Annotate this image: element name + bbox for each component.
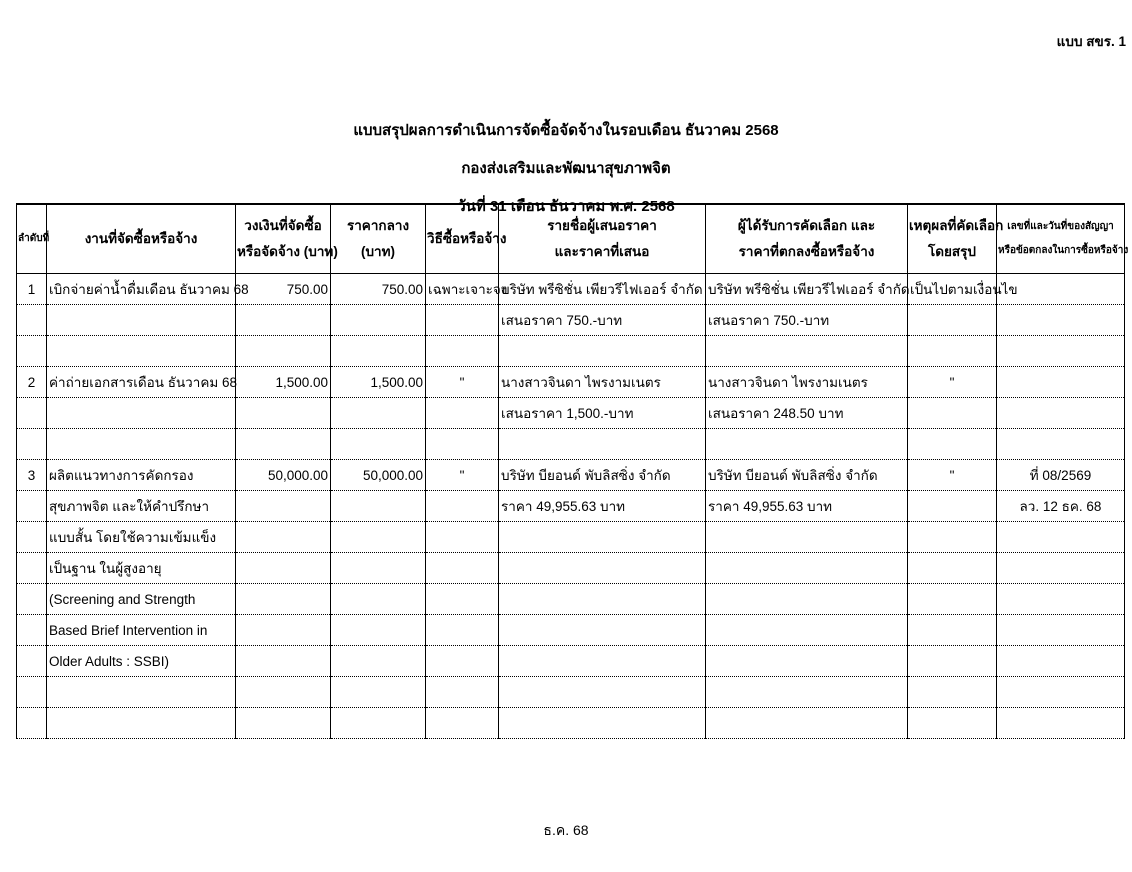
table-cell: [499, 429, 706, 460]
table-cell: [499, 615, 706, 646]
table-cell: ลว. 12 ธค. 68: [997, 491, 1125, 522]
table-cell: [426, 615, 499, 646]
table-cell: [17, 584, 47, 615]
table-row: [17, 677, 1125, 708]
table-cell: Based Brief Intervention in: [47, 615, 236, 646]
table-cell: [997, 429, 1125, 460]
header-text: ราคาที่ตกลงซื้อหรือจ้าง: [738, 244, 875, 259]
table-cell: ผลิตแนวทางการคัดกรอง: [47, 460, 236, 491]
header-seq-no: [17, 204, 50, 274]
table-cell: เสนอราคา 750.-บาท: [499, 305, 706, 336]
header-budget-amount: [236, 204, 338, 274]
document-title: แบบสรุปผลการดำเนินการจัดซื้อจัดจ้างในรอบเดือน ธันวาคม 2568: [353, 122, 779, 139]
page-footer-label: ธ.ค. 68: [543, 822, 589, 838]
table-row: [17, 398, 1125, 429]
table-cell: [908, 491, 997, 522]
table-cell: เสนอราคา 750.-บาท: [706, 305, 908, 336]
table-cell: [426, 398, 499, 429]
table-cell: [47, 336, 236, 367]
table-cell: ": [908, 460, 997, 491]
table-cell: เสนอราคา 1,500.-บาท: [499, 398, 706, 429]
header-text: วิธีซื้อหรือจ้าง: [427, 231, 507, 246]
table-cell: [908, 522, 997, 553]
table-cell: [997, 708, 1125, 739]
table-cell: [331, 491, 426, 522]
table-cell: [331, 305, 426, 336]
procurement-summary-table: [16, 203, 1129, 739]
table-cell: [331, 646, 426, 677]
table-cell: แบบสั้น โดยใช้ความเข้มแข็ง: [47, 522, 236, 553]
header-text: โดยสรุป: [928, 244, 976, 259]
table-cell: Older Adults : SSBI): [47, 646, 236, 677]
table-cell: [236, 336, 331, 367]
table-cell: เป็นไปตามเงื่อนไข: [908, 274, 997, 305]
table-cell: ราคา 49,955.63 บาท: [499, 491, 706, 522]
table-cell: [17, 429, 47, 460]
table-cell: [426, 491, 499, 522]
table-cell: [17, 615, 47, 646]
header-text: วงเงินที่จัดซื้อ: [244, 218, 322, 233]
table-cell: [331, 429, 426, 460]
table-cell: [236, 429, 331, 460]
table-row: [17, 584, 1125, 615]
table-cell: [236, 646, 331, 677]
table-cell: [426, 305, 499, 336]
table-cell: บริษัท พรีซิชั่น เพียวรีไฟเออร์ จำกัด: [706, 274, 908, 305]
table-cell: [706, 429, 908, 460]
header-reference-price: [331, 204, 426, 274]
table-cell: [997, 522, 1125, 553]
table-cell: [706, 522, 908, 553]
header-procurement-method: [426, 204, 507, 274]
table-cell: [17, 522, 47, 553]
table-cell: [499, 553, 706, 584]
table-cell: [997, 584, 1125, 615]
table-cell: [499, 708, 706, 739]
table-cell: [908, 615, 997, 646]
table-cell: [499, 584, 706, 615]
table-cell: [908, 429, 997, 460]
table-cell: 1,500.00: [331, 367, 426, 398]
table-cell: [997, 305, 1125, 336]
header-text: (บาท): [360, 244, 396, 259]
table-cell: [997, 677, 1125, 708]
table-cell: [426, 553, 499, 584]
table-cell: [426, 429, 499, 460]
table-cell: ": [426, 367, 499, 398]
table-cell: [426, 584, 499, 615]
table-cell: [17, 336, 47, 367]
table-row: [17, 274, 1125, 305]
table-cell: ค่าถ่ายเอกสารเดือน ธันวาคม 68: [47, 367, 236, 398]
table-cell: 2: [17, 367, 47, 398]
header-text: และราคาที่เสนอ: [554, 244, 650, 259]
table-row: [17, 615, 1125, 646]
header-text: เลขที่และวันที่ของสัญญา: [1007, 221, 1114, 232]
table-cell: เบิกจ่ายค่าน้ำดื่มเดือน ธันวาคม 68: [47, 274, 236, 305]
table-cell: [17, 677, 47, 708]
table-cell: [331, 708, 426, 739]
table-cell: ราคา 49,955.63 บาท: [706, 491, 908, 522]
table-cell: เสนอราคา 248.50 บาท: [706, 398, 908, 429]
table-cell: [236, 708, 331, 739]
table-cell: [706, 553, 908, 584]
table-cell: 750.00: [331, 274, 426, 305]
table-cell: [706, 336, 908, 367]
table-cell: [997, 615, 1125, 646]
table-cell: [47, 677, 236, 708]
header-work-description: [47, 204, 236, 274]
header-text: รายชื่อผู้เสนอราคา: [547, 218, 657, 233]
table-cell: [426, 522, 499, 553]
table-cell: [706, 615, 908, 646]
table-cell: [908, 398, 997, 429]
header-contract-number-date: [997, 204, 1129, 274]
header-text: หรือจัดจ้าง (บาท): [237, 244, 338, 259]
table-cell: [908, 336, 997, 367]
table-cell: 1,500.00: [236, 367, 331, 398]
table-cell: [426, 708, 499, 739]
table-header-row: [17, 204, 1125, 274]
table-cell: สุขภาพจิต และให้คำปรึกษา: [47, 491, 236, 522]
table-cell: [331, 398, 426, 429]
document-date: วันที่ 31 เดือน ธันวาคม พ.ศ. 2568: [457, 198, 675, 215]
header-text: ผู้ได้รับการคัดเลือก และ: [737, 218, 876, 233]
table-cell: [499, 522, 706, 553]
table-cell: ": [908, 367, 997, 398]
table-cell: [908, 646, 997, 677]
table-cell: [236, 305, 331, 336]
table-cell: [331, 336, 426, 367]
table-cell: [17, 708, 47, 739]
table-cell: [997, 336, 1125, 367]
table-cell: [17, 305, 47, 336]
table-cell: [17, 398, 47, 429]
table-cell: [908, 677, 997, 708]
table-cell: [426, 646, 499, 677]
table-cell: [236, 522, 331, 553]
header-text: งานที่จัดซื้อหรือจ้าง: [84, 231, 198, 246]
table-cell: [331, 584, 426, 615]
table-row: [17, 429, 1125, 460]
table-cell: [17, 491, 47, 522]
table-cell: ": [426, 460, 499, 491]
table-cell: [236, 491, 331, 522]
table-cell: 3: [17, 460, 47, 491]
table-cell: [908, 305, 997, 336]
table-cell: [17, 553, 47, 584]
table-cell: [997, 367, 1125, 398]
table-row: [17, 336, 1125, 367]
table-cell: [331, 522, 426, 553]
table-cell: เฉพาะเจาะจง: [426, 274, 499, 305]
header-bidders-and-prices: [499, 204, 706, 274]
table-cell: [236, 677, 331, 708]
table-cell: 50,000.00: [236, 460, 331, 491]
table-row: [17, 460, 1125, 491]
table-cell: [997, 398, 1125, 429]
table-cell: [499, 336, 706, 367]
header-selection-reason: [908, 204, 1004, 274]
table-cell: [997, 553, 1125, 584]
table-body: [17, 274, 1125, 739]
table-row: [17, 522, 1125, 553]
table-cell: บริษัท บียอนด์ พับลิสซิ่ง จำกัด: [706, 460, 908, 491]
table-cell: [331, 677, 426, 708]
header-text: ลำดับที่: [18, 233, 50, 244]
table-cell: [499, 677, 706, 708]
table-cell: [236, 584, 331, 615]
table-row: [17, 491, 1125, 522]
table-cell: ที่ 08/2569: [997, 460, 1125, 491]
table-cell: บริษัท พรีซิชั่น เพียวรีไฟเออร์ จำกัด: [499, 274, 706, 305]
table-cell: [236, 398, 331, 429]
table-cell: [236, 553, 331, 584]
table-cell: [426, 336, 499, 367]
department-name: กองส่งเสริมและพัฒนาสุขภาพจิต: [461, 160, 671, 177]
table-cell: [499, 646, 706, 677]
table-cell: บริษัท บียอนด์ พับลิสซิ่ง จำกัด: [499, 460, 706, 491]
table-cell: [47, 398, 236, 429]
table-cell: [908, 708, 997, 739]
header-selected-supplier: [706, 204, 908, 274]
table-cell: [17, 646, 47, 677]
table-cell: 750.00: [236, 274, 331, 305]
table-cell: นางสาวจินดา ไพรงามเนตร: [706, 367, 908, 398]
header-text: เหตุผลที่คัดเลือก: [909, 218, 1004, 233]
table-cell: [331, 615, 426, 646]
table-row: [17, 305, 1125, 336]
table-cell: [47, 305, 236, 336]
table-cell: (Screening and Strength: [47, 584, 236, 615]
table-row: [17, 708, 1125, 739]
header-text: ราคากลาง: [346, 218, 410, 233]
table-cell: [426, 677, 499, 708]
table-cell: [997, 646, 1125, 677]
table-cell: [706, 646, 908, 677]
header-text: หรือข้อตกลงในการซื้อหรือจ้าง: [998, 245, 1129, 256]
table-cell: เป็นฐาน ในผู้สูงอายุ: [47, 553, 236, 584]
table-cell: [706, 708, 908, 739]
table-cell: [47, 429, 236, 460]
table-row: [17, 553, 1125, 584]
table-cell: [706, 584, 908, 615]
table-cell: นางสาวจินดา ไพรงามเนตร: [499, 367, 706, 398]
table-cell: [236, 615, 331, 646]
table-cell: [908, 553, 997, 584]
table-row: [17, 646, 1125, 677]
table-row: [17, 367, 1125, 398]
table-cell: 1: [17, 274, 47, 305]
table-cell: [331, 553, 426, 584]
table-cell: [47, 708, 236, 739]
form-code-label: แบบ สขร. 1: [1056, 34, 1126, 49]
table-cell: [908, 584, 997, 615]
table-cell: [706, 677, 908, 708]
table-cell: 50,000.00: [331, 460, 426, 491]
